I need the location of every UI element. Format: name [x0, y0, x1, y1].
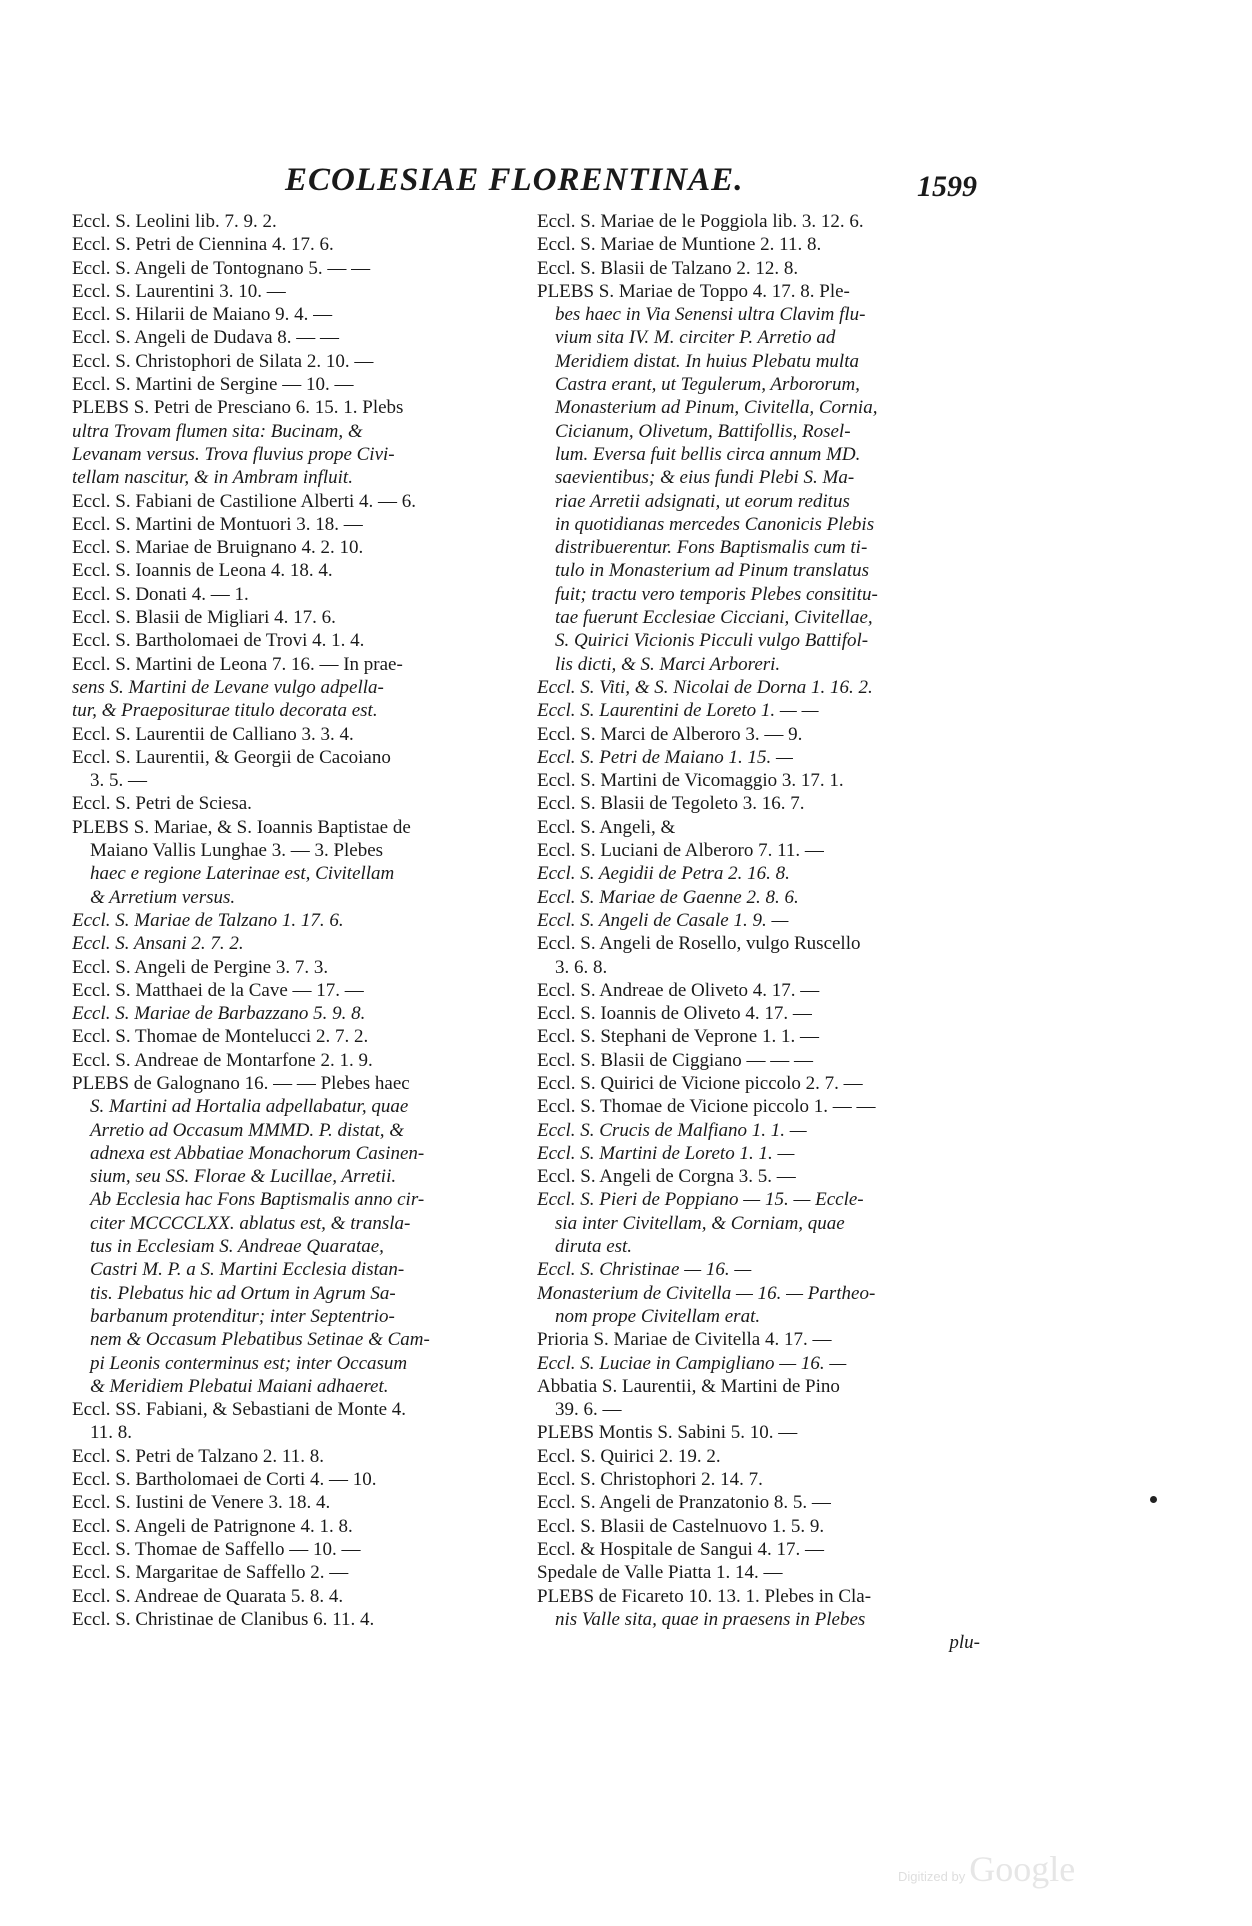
text-line: PLEBS de Ficareto 10. 13. 1. Plebes in Cla- — [537, 1585, 872, 1607]
text-line: Eccl. S. Blasii de Migliari 4. 17. 6. — [72, 607, 336, 629]
text-line: saevientibus; & eius fundi Plebi S. Ma- — [555, 467, 855, 489]
text-line: & Meridiem Plebatui Maiani adhaeret. — [90, 1375, 389, 1397]
text-line: nom prope Civitellam erat. — [555, 1305, 761, 1327]
text-line: Eccl. S. Luciae in Campigliano — 16. — — [537, 1352, 847, 1374]
text-line: ultra Trovam flumen sita: Bucinam, & — [72, 420, 363, 442]
text-line: Eccl. S. Angeli de Pergine 3. 7. 3. — [72, 956, 329, 978]
text-line: Eccl. S. Christophori 2. 14. 7. — [537, 1469, 763, 1491]
text-line: Eccl. S. Luciani de Alberoro 7. 11. — — [537, 840, 824, 862]
text-line: Eccl. S. Bartholomaei de Corti 4. — 10. — [72, 1469, 377, 1491]
text-line: S. Martini ad Hortalia adpellabatur, quae — [90, 1096, 409, 1118]
text-line: Monasterium de Civitella — 16. — Partheo- — [537, 1282, 876, 1304]
text-line: Eccl. S. Angeli de Tontognano 5. — — — [72, 257, 371, 279]
text-line: Ab Ecclesia hac Fons Baptismalis anno cir- — [90, 1189, 425, 1211]
text-line: Eccl. S. Christinae — 16. — — [537, 1259, 752, 1281]
text-line: Eccl. SS. Fabiani, & Sebastiani de Monte 4. — [72, 1399, 407, 1421]
text-line: Eccl. S. Mariae de le Poggiola lib. 3. 12. 6. — [537, 211, 864, 232]
text-line: Eccl. S. Martini de Vicomaggio 3. 17. 1. — [537, 770, 844, 792]
text-line: nem & Occasum Plebatibus Setinae & Cam- — [90, 1329, 430, 1351]
page-number: 1599 — [917, 170, 977, 203]
text-line: fuit; tractu vero temporis Plebes consititu- — [555, 583, 878, 605]
text-line: Eccl. S. Laurentini 3. 10. — — [72, 280, 286, 302]
text-line: Eccl. S. Martini de Montuori 3. 18. — — [72, 513, 363, 535]
text-line: Eccl. S. Mariae de Muntione 2. 11. 8. — [537, 234, 822, 256]
text-line: Eccl. S. Martini de Leona 7. 16. — In prae- — [72, 653, 403, 675]
text-line: Eccl. S. Pieri de Poppiano — 15. — Eccle- — [537, 1189, 864, 1211]
text-line: Meridiem distat. In huius Plebatu multa — [555, 350, 859, 372]
text-line: Eccl. S. Ansani 2. 7. 2. — [72, 933, 244, 955]
running-title: ECOLESIAE FLORENTINAE. — [285, 162, 744, 198]
text-line: nis Valle sita, quae in praesens in Plebes — [555, 1608, 866, 1630]
text-line: Spedale de Valle Piatta 1. 14. — — [537, 1562, 783, 1584]
text-line: Eccl. S. Angeli de Pranzatonio 8. 5. — — [537, 1492, 831, 1514]
text-line: sens S. Martini de Levane vulgo adpella- — [72, 676, 384, 698]
text-line: Monasterium ad Pinum, Civitella, Cornia, — [555, 397, 878, 419]
text-line: Eccl. & Hospitale de Sangui 4. 17. — — [537, 1538, 825, 1560]
text-line: Eccl. S. Marci de Alberoro 3. — 9. — [537, 723, 803, 745]
text-line: S. Quirici Vicionis Picculi vulgo Battifol- — [555, 630, 869, 652]
text-line: haec e regione Laterinae est, Civitellam — [90, 863, 395, 885]
text-line: tur, & Praepositurae titulo decorata est. — [72, 700, 378, 722]
watermark-brand: Google — [969, 1849, 1076, 1889]
text-line: tis. Plebatus hic ad Ortum in Agrum Sa- — [90, 1282, 396, 1304]
text-line: Eccl. S. Leolini lib. 7. 9. 2. — [72, 211, 277, 232]
text-line: bes haec in Via Senensi ultra Clavim flu- — [555, 304, 866, 326]
text-line: diruta est. — [555, 1236, 633, 1258]
text-line: Prioria S. Mariae de Civitella 4. 17. — — [537, 1329, 832, 1351]
page-header — [70, 162, 1182, 212]
text-line: Eccl. S. Andreae de Montarfone 2. 1. 9. — [72, 1049, 373, 1071]
text-line: Eccl. S. Petri de Ciennina 4. 17. 6. — [72, 234, 334, 256]
text-line: Eccl. S. Hilarii de Maiano 9. 4. — — [72, 304, 333, 326]
text-line: Eccl. S. Mariae de Bruignano 4. 2. 10. — [72, 537, 364, 559]
text-line: Eccl. S. Thomae de Vicione piccolo 1. — — — [537, 1096, 876, 1118]
text-line: Eccl. S. Christinae de Clanibus 6. 11. 4. — [72, 1608, 375, 1630]
text-line: 3. 6. 8. — [555, 956, 608, 978]
text-line: Levanam versus. Trova fluvius prope Civi- — [72, 443, 395, 465]
text-line: Eccl. S. Aegidii de Petra 2. 16. 8. — [537, 863, 790, 885]
text-line: Eccl. S. Quirici 2. 19. 2. — [537, 1445, 721, 1467]
text-line: Eccl. S. Laurentii, & Georgii de Cacoiano — [72, 746, 391, 768]
text-line: Eccl. S. Blasii de Ciggiano — — — — [537, 1049, 814, 1071]
text-line: Eccl. S. Andreae de Quarata 5. 8. 4. — [72, 1585, 344, 1607]
text-line: Eccl. S. Christophori de Silata 2. 10. — — [72, 350, 374, 372]
text-line: 3. 5. — — [90, 770, 147, 792]
text-line: Eccl. S. Andreae de Oliveto 4. 17. — — [537, 979, 820, 1001]
text-line: barbanum protenditur; inter Septentrio- — [90, 1305, 395, 1327]
text-line: Eccl. S. Laurentini de Loreto 1. — — — [537, 700, 819, 722]
text-line: PLEBS S. Mariae, & S. Ioannis Baptistae de — [72, 816, 411, 838]
text-line: Eccl. S. Quirici de Vicione piccolo 2. 7. — — [537, 1072, 863, 1094]
text-line: Eccl. S. Stephani de Veprone 1. 1. — — [537, 1026, 819, 1048]
text-line: Eccl. S. Angeli de Corgna 3. 5. — — [537, 1166, 796, 1188]
text-line: Eccl. S. Ioannis de Leona 4. 18. 4. — [72, 560, 333, 582]
text-line: Eccl. S. Angeli de Casale 1. 9. — — [537, 909, 789, 931]
text-line: Eccl. S. Angeli de Rosello, vulgo Ruscello — [537, 933, 861, 955]
text-line: vium sita IV. M. circiter P. Arretio ad — [555, 327, 836, 349]
text-line: Eccl. S. Fabiani de Castilione Alberti 4. — 6. — [72, 490, 417, 512]
text-line: tellam nascitur, & in Ambram influit. — [72, 467, 353, 489]
text-line: Eccl. S. Mariae de Talzano 1. 17. 6. — [72, 909, 344, 931]
text-line: Eccl. S. Blasii de Castelnuovo 1. 5. 9. — [537, 1515, 825, 1537]
text-line: riae Arretii adsignati, ut eorum reditus — [555, 490, 850, 512]
text-line: Eccl. S. Angeli de Dudava 8. — — — [72, 327, 340, 349]
text-line: Eccl. S. Matthaei de la Cave — 17. — — [72, 979, 364, 1001]
text-line: lum. Eversa fuit bellis circa annum MD. — [555, 443, 861, 465]
text-line: sium, seu SS. Florae & Lucillae, Arretii. — [90, 1166, 397, 1188]
text-line: Eccl. S. Iustini de Venere 3. 18. 4. — [72, 1492, 331, 1514]
text-line: Cicianum, Olivetum, Battifollis, Rosel- — [555, 420, 851, 442]
text-line: adnexa est Abbatiae Monachorum Casinen- — [90, 1142, 425, 1164]
text-line: Abbatia S. Laurentii, & Martini de Pino — [537, 1375, 840, 1397]
text-line: in quotidianas mercedes Canonicis Plebis — [555, 513, 875, 535]
text-line: pi Leonis conterminus est; inter Occasum — [90, 1352, 408, 1374]
text-line: Eccl. S. Ioannis de Oliveto 4. 17. — — [537, 1003, 812, 1025]
text-line: Eccl. S. Mariae de Barbazzano 5. 9. 8. — [72, 1003, 366, 1025]
right-column — [537, 210, 992, 1654]
text-line: sia inter Civitellam, & Corniam, quae — [555, 1212, 845, 1234]
text-line: 39. 6. — — [555, 1399, 622, 1421]
text-line: lis dicti, & S. Marci Arboreri. — [555, 653, 781, 675]
text-line: Eccl. S. Angeli de Patrignone 4. 1. 8. — [72, 1515, 353, 1537]
text-line: Eccl. S. Crucis de Malfiano 1. 1. — — [537, 1119, 807, 1141]
text-line: tus in Ecclesiam S. Andreae Quaratae, — [90, 1236, 384, 1258]
text-line: Eccl. S. Petri de Talzano 2. 11. 8. — [72, 1445, 324, 1467]
text-line: citer MCCCCLXX. ablatus est, & transla- — [90, 1212, 411, 1234]
text-line: 11. 8. — [90, 1422, 133, 1444]
left-column — [72, 210, 514, 1631]
text-line: Castra erant, ut Tegulerum, Arbororum, — [555, 374, 860, 396]
text-line: distribuerentur. Fons Baptismalis cum ti- — [555, 537, 868, 559]
text-line: Eccl. S. Laurentii de Calliano 3. 3. 4. — [72, 723, 354, 745]
text-line: plu- — [949, 1632, 980, 1654]
text-line: Eccl. S. Margaritae de Saffello 2. — — [72, 1562, 349, 1584]
text-line: Eccl. S. Petri de Sciesa. — [72, 793, 252, 815]
text-line: Eccl. S. Thomae de Saffello — 10. — — [72, 1538, 361, 1560]
digitized-watermark — [898, 1848, 1075, 1890]
text-line: Maiano Vallis Lunghae 3. — 3. Plebes — [90, 840, 384, 862]
watermark-prefix: Digitized by — [898, 1869, 966, 1884]
text-line: tae fuerunt Ecclesiae Cicciani, Civitellae, — [555, 607, 873, 629]
text-line: PLEBS Montis S. Sabini 5. 10. — — [537, 1422, 798, 1444]
text-line: Eccl. S. Blasii de Talzano 2. 12. 8. — [537, 257, 799, 279]
text-line: Eccl. S. Donati 4. — 1. — [72, 583, 249, 605]
text-line: Eccl. S. Thomae de Montelucci 2. 7. 2. — [72, 1026, 369, 1048]
text-line: Eccl. S. Blasii de Tegoleto 3. 16. 7. — [537, 793, 805, 815]
text-line: PLEBS S. Mariae de Toppo 4. 17. 8. Ple- — [537, 280, 850, 302]
ink-speck — [1150, 1496, 1157, 1503]
text-line: Eccl. S. Petri de Maiano 1. 15. — — [537, 746, 793, 768]
text-line: Eccl. S. Bartholomaei de Trovi 4. 1. 4. — [72, 630, 365, 652]
text-line: Eccl. S. Angeli, & — [537, 816, 676, 838]
text-line: Eccl. S. Viti, & S. Nicolai de Dorna 1. 16. 2. — [537, 676, 873, 698]
text-line: PLEBS S. Petri de Presciano 6. 15. 1. Plebs — [72, 397, 404, 419]
text-line: Arretio ad Occasum MMMD. P. distat, & — [90, 1119, 405, 1141]
text-line: Castri M. P. a S. Martini Ecclesia distan- — [90, 1259, 405, 1281]
text-line: & Arretium versus. — [90, 886, 236, 908]
text-line: Eccl. S. Mariae de Gaenne 2. 8. 6. — [537, 886, 799, 908]
text-line: PLEBS de Galognano 16. — — Plebes haec — [72, 1072, 410, 1094]
text-line: Eccl. S. Martini de Sergine — 10. — — [72, 374, 354, 396]
text-line: Eccl. S. Martini de Loreto 1. 1. — — [537, 1142, 795, 1164]
text-line: tulo in Monasterium ad Pinum translatus — [555, 560, 870, 582]
